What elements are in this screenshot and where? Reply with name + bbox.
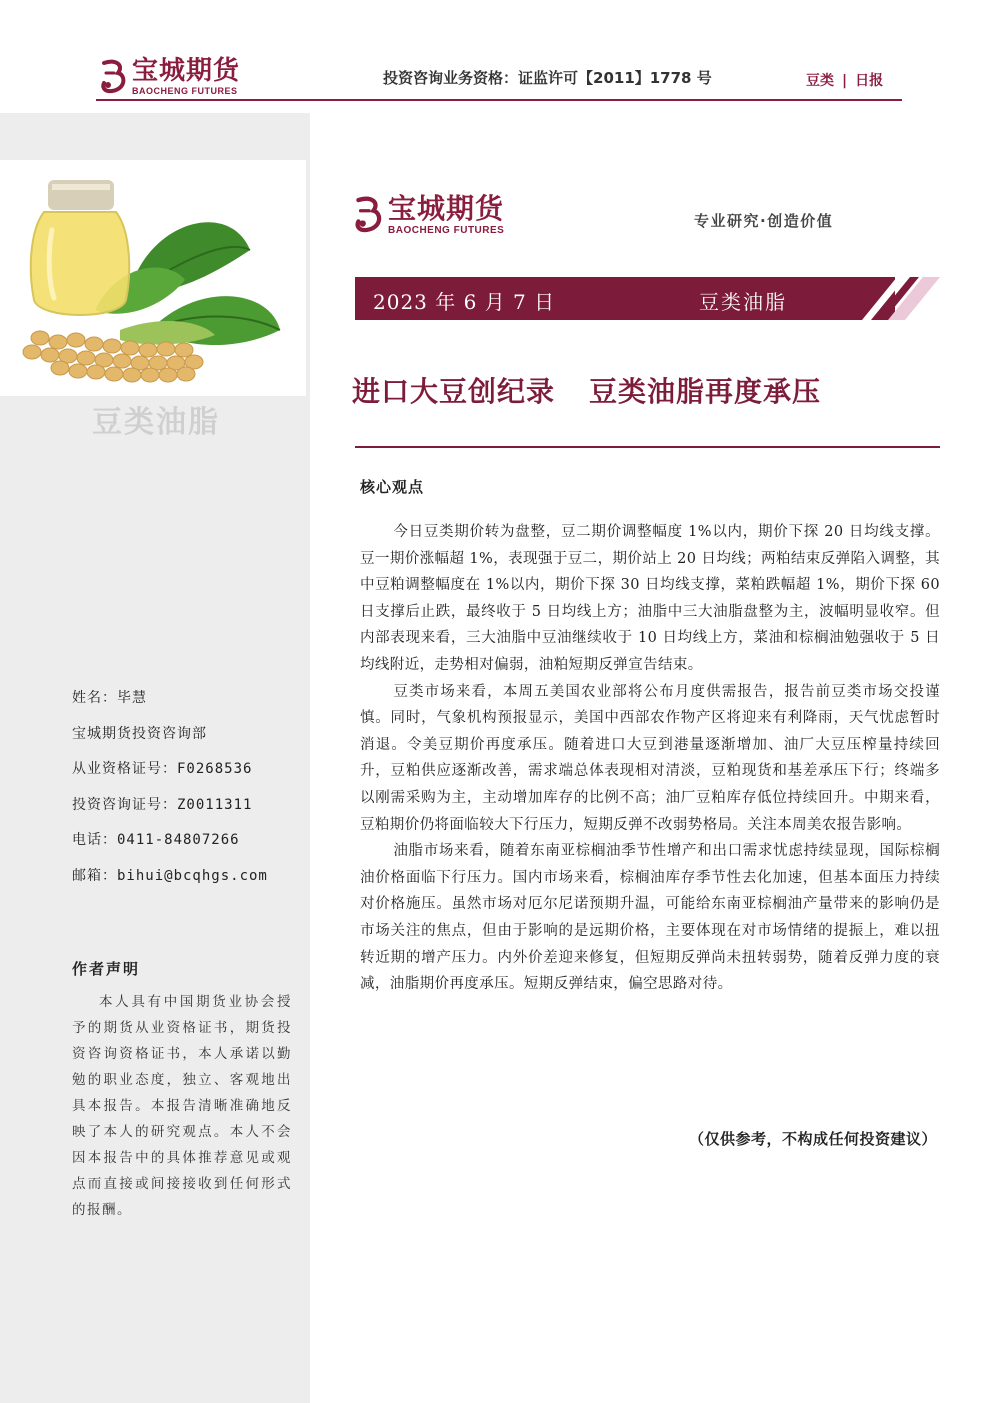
hero-image xyxy=(0,160,306,396)
declaration-body: 本人具有中国期货业协会授予的期货从业资格证书，期货投资咨询资格证书，本人承诺以勤勉的职业态度，独立、客观地出具本报告。本报告清晰准确地反映了本人的研究观点。本人不会因本报告中的具体推荐意见或观点而直接或间接接收到任何形式的报酬。 xyxy=(72,994,292,1218)
brand-name-cn: 宝城期货 xyxy=(132,56,241,86)
author-info xyxy=(72,689,268,902)
category-label: 豆类 xyxy=(806,73,834,89)
license-text: 投资咨询业务资格：证监许可【2011】1778 号 xyxy=(383,69,712,87)
article-body xyxy=(360,519,940,998)
category-separator: | xyxy=(842,73,848,89)
paragraph-soybean-market: 豆类市场来看，本周五美国农业部将公布月度供需报告，报告前豆类市场交投谨慎。同时，气象机构预报显示，美国中西部农作物产区将迎来有利降雨，天气忧虑暂时消退。令美豆期价再度承压。随着进口大豆到港量逐渐增加、油厂大豆压榨量持续回升，豆粕供应逐渐改善，需求端总体表现相对清淡，豆粕现货和基差承压下行；终端多以刚需采购为主，主动增加库存的比例不高；油厂豆粕库存低位持续回升。中期来看，豆粕期价仍将面临较大下行压力，短期反弹不改弱势格局。关注本周美农报告影响。 xyxy=(360,683,940,833)
author-email[interactable]: 邮箱：bihui@bcqhgs.com xyxy=(72,867,268,884)
brand-mark-icon xyxy=(98,59,128,95)
declaration-title: 作者声明 xyxy=(72,960,141,978)
headline-part-1: 进口大豆创纪录 xyxy=(352,375,556,408)
headline-divider xyxy=(355,446,940,448)
section-title: 核心观点 xyxy=(360,478,425,496)
disclaimer: （仅供参考，不构成任何投资建议） xyxy=(688,1130,937,1148)
banner-stripes xyxy=(840,277,940,320)
date-banner xyxy=(355,277,895,320)
author-name: 姓名：毕慧 xyxy=(72,690,147,706)
headline-part-2: 豆类油脂再度承压 xyxy=(589,375,822,408)
author-department: 宝城期货投资咨询部 xyxy=(72,725,207,742)
sidebar-topic-label: 豆类油脂 xyxy=(92,405,220,440)
report-type-label: 日报 xyxy=(855,73,884,89)
author-qualification-id: 从业资格证号：F0268536 xyxy=(72,761,253,777)
brand-name-en: BAOCHENG FUTURES xyxy=(388,225,505,236)
paragraph-oil-market: 油脂市场来看，随着东南亚棕榈油季节性增产和出口需求忧虑持续显现，国际棕榈油价格面临下行压力。国内市场来看，棕榈油库存季节性去化加速，但基本面压力持续对价格施压。虽然市场对厄尔尼诺预期升温，可能给东南亚棕榈油产量带来的影响仍是市场关注的焦点，但由于影响的是远期价格，主要体现在对市场情绪的提振上，难以扭转近期的增产压力。内外价差迎来修复，但短期反弹尚未扭转弱势，随着反弹力度的衰减，油脂期价再度承压。短期反弹结束，偏空思路对待。 xyxy=(360,843,940,993)
brand-mark-icon xyxy=(352,195,384,235)
company-slogan: 专业研究·创造价值 xyxy=(694,212,834,230)
report-date: 2023 年 6 月 7 日 xyxy=(373,290,556,314)
brand-name-en: BAOCHENG FUTURES xyxy=(132,86,238,96)
report-topic: 豆类油脂 xyxy=(699,290,787,314)
author-declaration xyxy=(72,958,292,1223)
paragraph-summary: 今日豆类期价转为盘整，豆二期价调整幅度 1%以内，期价下探 20 日均线支撑。豆一期价涨幅超 1%，表现强于豆二，期价站上 20 日均线；两粕结束反弹陷入调整，其中豆粕调整幅度在 1%以内，期价下探 30 日均线支撑，菜粕跌幅超 1%，期价下探 60 日支撑后止跌，最终收于 5 日均线上方；油脂中三大油脂盘整为主，波幅明显收窄。但内部表现来看，三大油脂中豆油继续收于 10 日均线上方，菜油和棕榈油勉强收于 5 日均线附近，走势相对偏弱，油粕短期反弹宣告结束。 xyxy=(360,524,940,673)
soybean-oil-illustration xyxy=(0,160,306,396)
author-advisory-id: 投资咨询证号：Z0011311 xyxy=(72,796,253,813)
header-divider xyxy=(96,99,902,101)
author-phone: 电话：0411-84807266 xyxy=(72,832,240,848)
page-header xyxy=(0,0,992,104)
report-category xyxy=(806,70,883,90)
brand-name-cn: 宝城期货 xyxy=(388,192,505,225)
brand-logo-main xyxy=(352,194,504,236)
brand-logo-header xyxy=(98,57,240,96)
report-headline xyxy=(352,370,821,410)
